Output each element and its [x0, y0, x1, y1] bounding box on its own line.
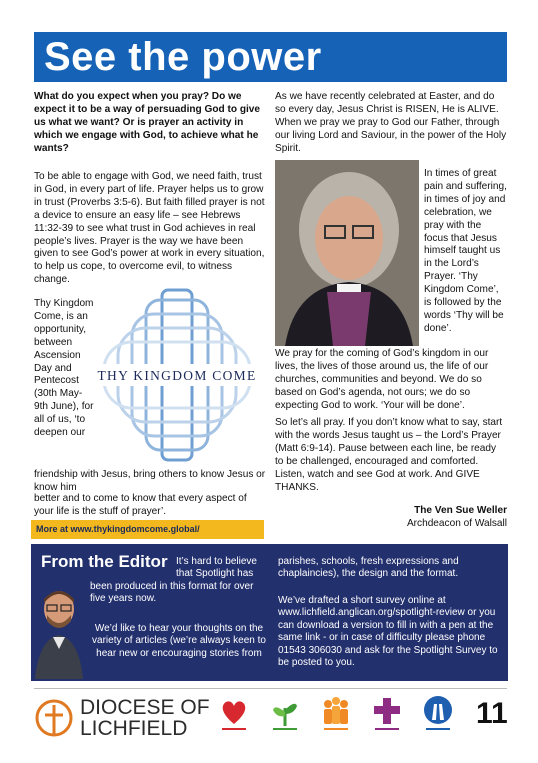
editor-text-d: parishes, schools, fresh expressions and chaplaincies), the design and the format. [278, 556, 459, 580]
body-paragraph-2-narrow: Thy Kingdom Come, is an opportunity, between Ascension Day and Pentecost (30th May-9th June), for all of us, ‘to deepen our [34, 298, 94, 439]
diocese-cross-icon [34, 698, 74, 738]
editor-photo [35, 579, 83, 679]
intro-paragraph: What do you expect when you pray? Do we expect it to be a way of persuading God to give us what we want? Or is prayer an activity in which we engage with God, to achieve what he wants? [34, 91, 261, 154]
right-paragraph-1: As we have recently celebrated at Easter, and do so every day, Jesus Christ is RISEN, He is ALIVE. When we pray we pray to God our Father, through our living Lord and Saviour, in the power of the Holy Spirit. [275, 91, 507, 154]
right-paragraph-3: We pray for the coming of God’s kingdom in our lives, the lives of those around us, the life of our churches, communities and beyond. We do so based on God’s agenda, not ours; we do so expecting God to work. ‘Your will be done’. [275, 348, 489, 411]
right-paragraph-2: In times of great pain and suffering, in times of joy and celebration, we pray with the focus that Jesus himself taught us in the Lord’s Prayer. ‘Thy Kingdom Come’, is followed by the words ‘Thy will be done’. [424, 168, 507, 334]
editor-title: From the Editor [41, 552, 168, 571]
editor-text-b: been produced in this format for over five years now. [90, 581, 254, 605]
body-paragraph-2-end: better and to come to know that every aspect of your life is the stuff of prayer’. [34, 493, 247, 517]
archdeacon-photo [275, 160, 419, 346]
diocese-name-line1: DIOCESE OF [80, 696, 210, 719]
footer-divider [34, 688, 507, 689]
transforming-icon [369, 694, 405, 734]
thy-kingdom-come-logo [92, 280, 262, 470]
editor-text-c: We’d like to hear your thoughts on the variety of articles (we’re always keen to hear new or encouraging stories from [92, 623, 266, 659]
discovering-icon [216, 694, 252, 734]
more-info-link[interactable]: More at www.thykingdomcome.global/ [36, 524, 200, 534]
growing-icon [267, 694, 303, 734]
signature-role: Archdeacon of Walsall [406, 518, 507, 529]
editor-text-a: It’s hard to believe that Spotlight has [176, 556, 257, 580]
practising-icon [420, 694, 456, 734]
diocese-name-line2: LICHFIELD [80, 717, 188, 740]
right-paragraph-4: So let’s all pray. If you don’t know what to say, start with the words Jesus taught us – the Lord’s Prayer (Matt 6:9-14). Pause between each line, be ready to be challenged, encouraged and comforted. Listen, watch and see God at work. And GIVE THANKS. [275, 417, 503, 493]
logo-text: THY KINGDOM COME [97, 368, 257, 383]
page-title: See the power [44, 35, 322, 79]
editor-text-e: We’ve drafted a short survey online at www.lichfield.anglican.org/spotlight-review or you can download a version to fill in with a pen at the same link - or in case of difficulty please phone 01543 306030 and ask for the Spotlight Survey to be posted to you. [278, 595, 498, 669]
reaching-icon [318, 694, 354, 734]
body-paragraph-1: To be able to engage with God, we need faith, trust in God, in every part of life. Prayer helps us to grow in trust (Proverbs 3:5-6). But faith filled prayer is not a device to ensure an easy life – see Hebrews 11:32-39 to see what trust in God achieves in real people’s lives. Prayer is the way we have been given to see God’s power at work in every situation, to help us cope, to overcome evil, to witness change. [34, 171, 265, 286]
signature-name: The Ven Sue Weller [414, 505, 507, 516]
page-number: 11 [476, 697, 508, 730]
body-paragraph-2-wide: friendship with Jesus, bring others to know Jesus or know him [34, 469, 266, 493]
